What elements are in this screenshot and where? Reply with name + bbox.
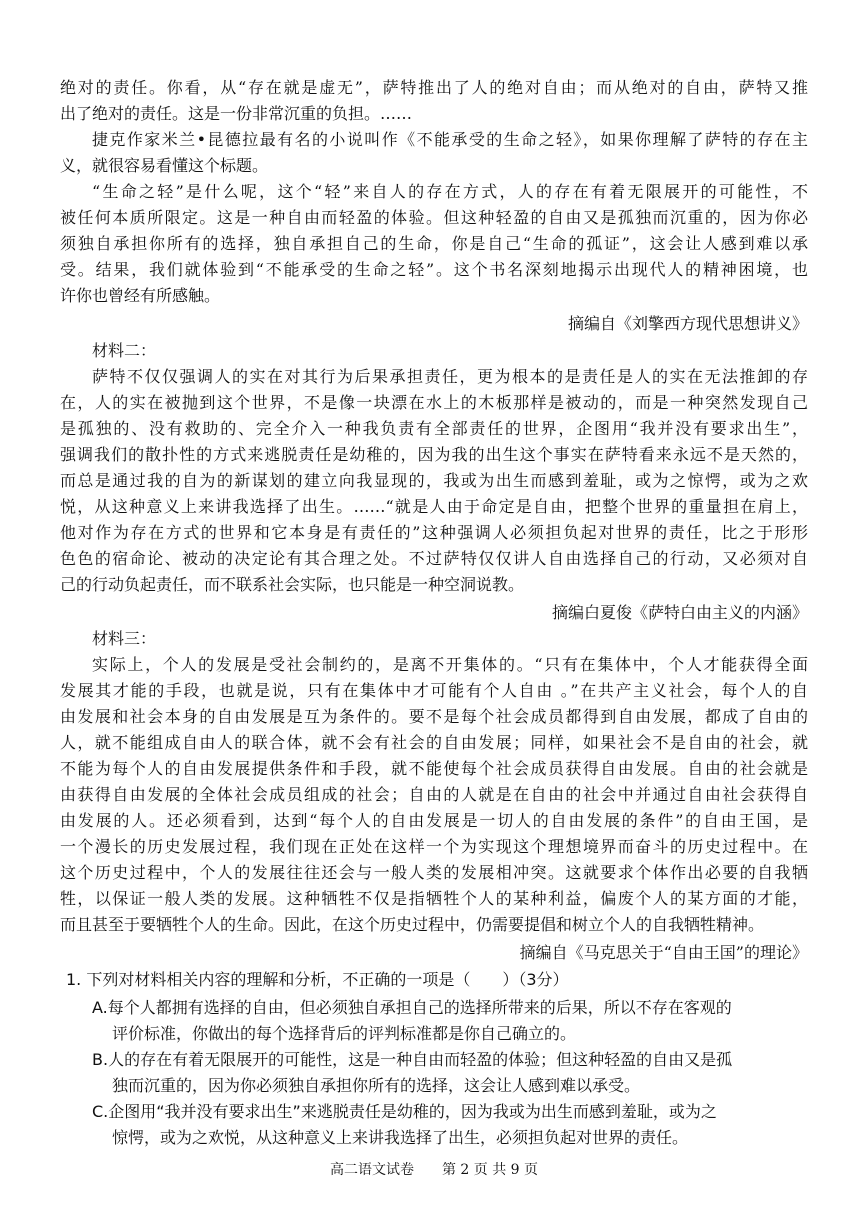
text-line: 一个漫长的历史发展过程，我们现在正处在这样一个为实现这个理想境界而奋斗的历史过程中。在 [60,837,808,856]
text-line: “生命之轻”是什么呢，这个“轻”来自人的存在方式，人的存在有着无限展开的可能性，不 [92,182,808,201]
text-line: 由发展的人。还必须看到，达到“每个人的自由发展是一切人的自由发展的条件”的自由王国，是 [60,811,808,830]
text-line: 强调我们的散扑性的方式来逃脱责任是幼稚的，因为我的出生这个事实在萨特看来永远不是天然的， [60,445,808,464]
option-a-cont: 评价标准，你做出的每个选择背后的评判标准都是你自己确立的。 [112,1024,577,1043]
option-c[interactable]: C.企图用“我并没有要求出生”来逃脱责任是幼稚的，因为我或为出生而感到羞耻，或为之 [92,1102,717,1121]
source-citation: 摘编自《刘擎西方现代思想讲义》 [567,314,808,333]
text-line: 实际上，个人的发展是受社会制约的，是离不开集体的。“只有在集体中，个人才能获得全面 [92,655,808,674]
text-line: 在，人的实在被抛到这个世界，不是像一块漂在水上的木板那样是被动的，而是一种突然发现自己 [60,393,808,412]
text-line: 悦，从这种意义上来讲我选择了出生。……“就是人由于命定是自由，把整个世界的重量担在肩上， [60,497,808,516]
text-line: 由发展和社会本身的自由发展是互为条件的。要不是每个社会成员都得到自由发展，都成了自由的 [60,707,808,726]
text-line: 而总是通过我的自为的新谋划的建立向我显现的，我或为出生而感到羞耻，或为之惊愕，或为之欢 [60,471,808,490]
text-line: 而且甚至于要牺牲个人的生命。因此，在这个历史过程中，仍需要提倡和树立个人的自我牺牲精神。 [60,915,765,934]
option-b[interactable]: B.人的存在有着无限展开的可能性，这是一种自由而轻盈的体验；但这种轻盈的自由又是孤 [92,1050,733,1069]
text-line: 捷克作家米兰•昆德拉最有名的小说叫作《不能承受的生命之轻》，如果你理解了萨特的存在主 [92,130,808,149]
text-line: 被任何本质所限定。这是一种自由而轻盈的体验。但这种轻盈的自由又是孤独而沉重的，因为你必 [60,208,808,227]
text-line: 发展其才能的手段，也就是说，只有在集体中才可能有个人自由 。”在共产主义社会，每个人的自 [60,681,808,700]
text-line: 己的行动负起责任，而不联系社会实际，也只能是一种空洞说教。 [60,575,525,594]
option-a[interactable]: A.每个人都拥有选择的自由，但必须独自承担自己的选择所带来的后果，所以不存在客观的 [92,998,732,1017]
text-line: 牲，以保证一般人类的发展。这种牺牲不仅是指牺牲个人的某种利益，偏废个人的某方面的才能， [60,889,808,908]
option-b-cont: 独而沉重的，因为你必须独自承担你所有的选择，这会让人感到难以承受。 [112,1076,641,1095]
text-line: 这个历史过程中，个人的发展往往还会与一般人类的发展相冲突。这就要求个体作出必要的自我牺 [60,863,808,882]
text-line: 受。结果，我们就体验到“不能承受的生命之轻”。这个书名深刻地揭示出现代人的精神困境，也 [60,260,808,279]
text-line: 不能为每个人的自由发展提供条件和手段，就不能使每个社会成员获得自由发展。自由的社会就是 [60,759,808,778]
text-line: 许你也曾经有所感触。 [60,286,221,305]
text-line: 人，就不能组成自由人的联合体，就不会有社会的自由发展；同样，如果社会不是自由的社会，就 [60,733,808,752]
text-line: 出了绝对的责任。这是一份非常沉重的负担。…… [60,104,413,123]
text-line: 色色的宿命论、被动的决定论有其合理之处。不过萨特仅仅讲人自由选择自己的行动，又必须对自 [60,549,808,568]
question-stem: 1. 下列对材料相关内容的理解和分析，不正确的一项是（ ）（3分） [66,970,569,989]
text-line: 义，就很容易看懂这个标题。 [60,156,269,175]
text-line: 须独自承担你所有的选择，独自承担自己的生命，你是自己“生命的孤证”，这会让人感到难以承 [60,234,808,253]
text-line: 是孤独的、没有救助的、完全介入一种我负责有全部责任的世界，企图用“我并没有要求出生”， [60,419,808,438]
source-citation: 摘编白夏俊《萨特白由主义的内涵》 [551,603,808,622]
text-line: 萨特不仅仅强调人的实在对其行为后果承担责任，更为根本的是责任是人的实在无法推卸的存 [92,367,808,386]
text-line: 由获得自由发展的全体社会成员组成的社会；自由的人就是在自由的社会中并通过自由社会获得自 [60,785,808,804]
section-heading: 材料三： [92,629,157,648]
option-c-cont: 惊愕，或为之欢悦，从这种意义上来讲我选择了出生，必须担负起对世界的责任。 [112,1128,689,1147]
source-citation: 摘编自《马克思关于“自由王国”的理论》 [519,943,808,962]
text-line: 绝对的责任。你看，从“存在就是虚无”，萨特推出了人的绝对自由；而从绝对的自由，萨特又推 [60,78,808,97]
page-footer: 高二语文试卷 第 2 页 共 9 页 [329,1162,539,1178]
section-heading: 材料二： [92,341,157,360]
text-line: 他对作为存在方式的世界和它本身是有责任的”这种强调人必须担负起对世界的责任，比之于形形 [60,523,808,542]
